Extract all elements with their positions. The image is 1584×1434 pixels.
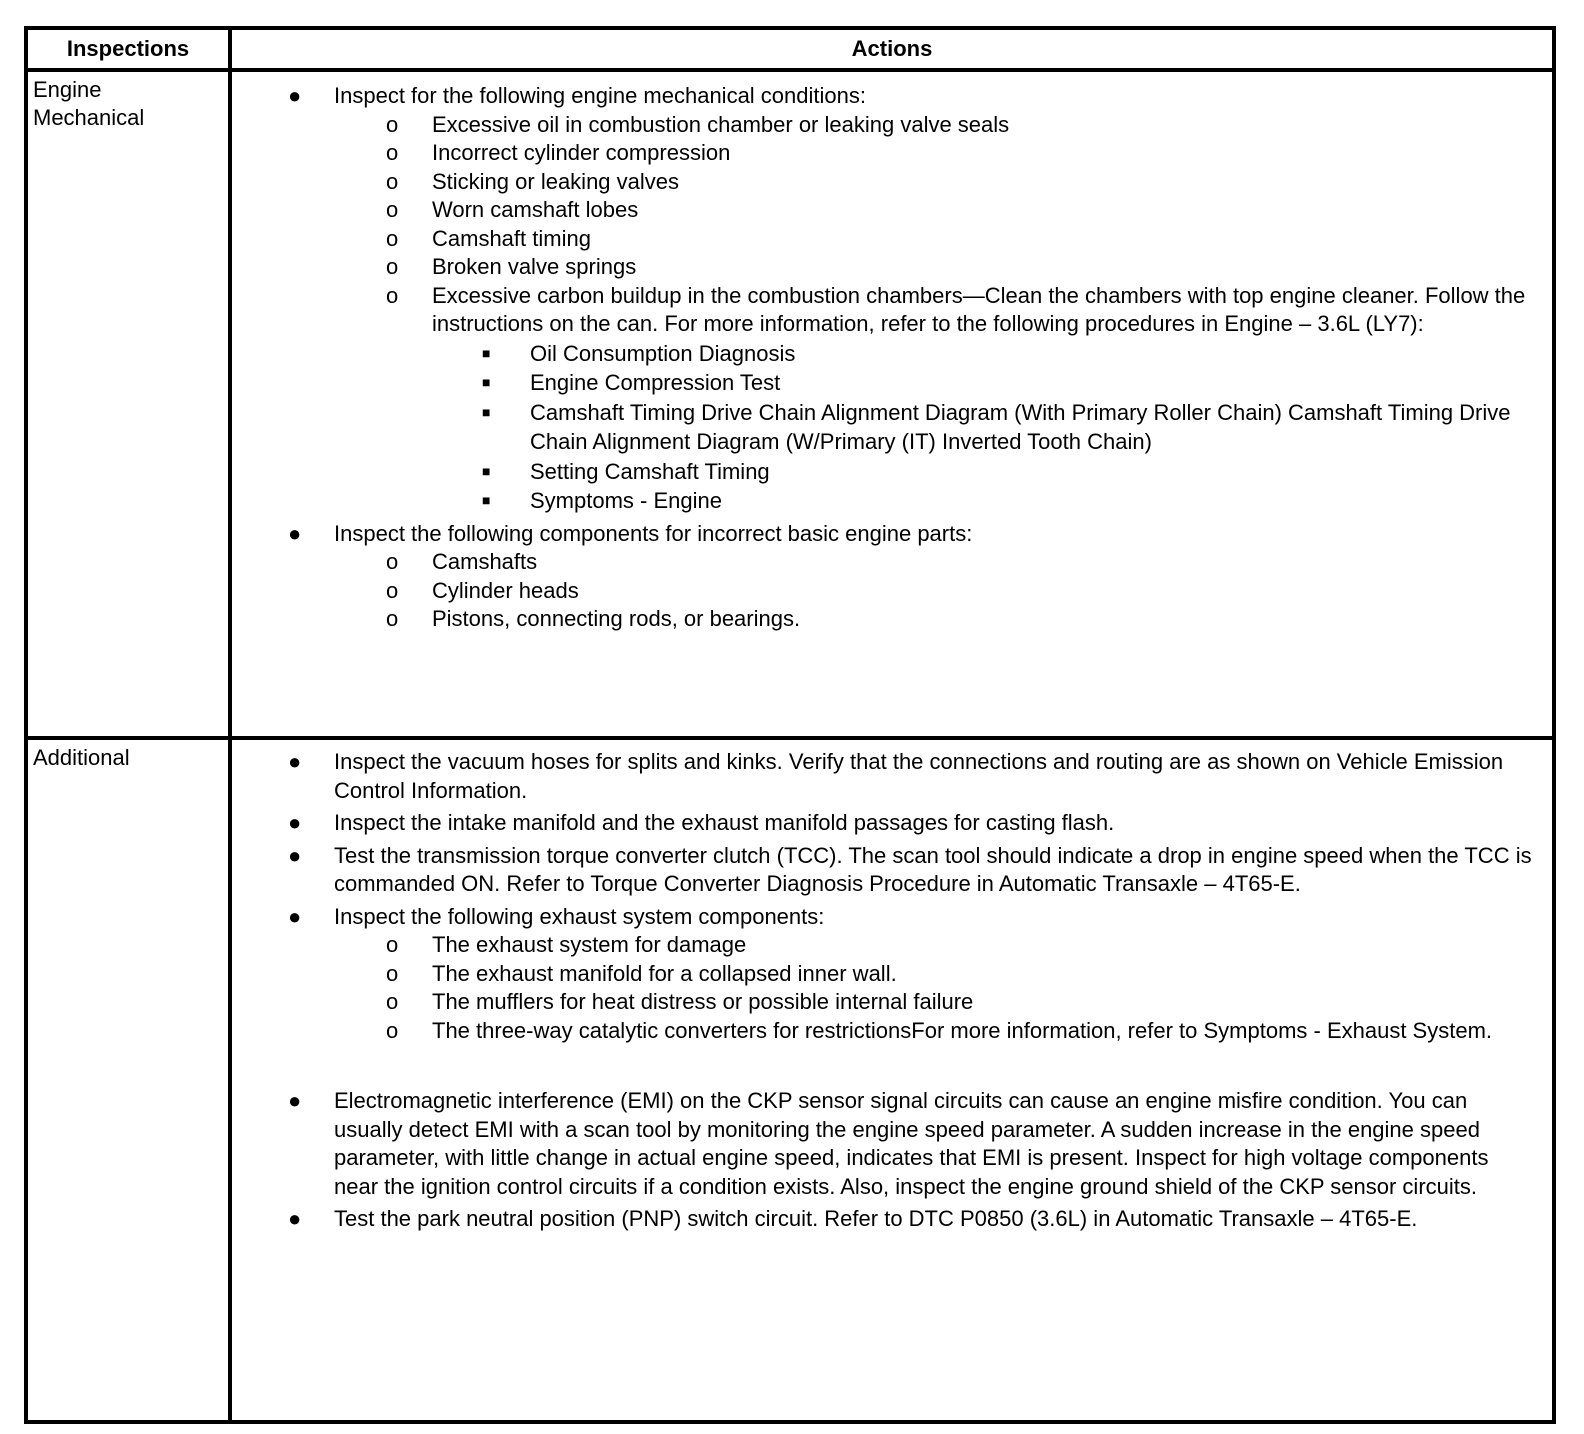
sub-list-item <box>334 960 1538 989</box>
square-bullet-icon: ■ <box>482 462 491 479</box>
circle-bullet-icon: o <box>386 197 399 222</box>
list-item <box>232 748 1538 805</box>
list-item-text: Electromagnetic interference (EMI) on the CKP sensor signal circuits can cause an engine misfire condition. You can usually detect EMI with a scan tool by monitoring the engine speed parameter. A sudden increase in the engine speed parameter, with little change in actual engine speed, indicates that EMI is present. Inspect for high voltage components near the ignition control circuits if a condition exists. Also, inspect the engine ground shield of the CKP sensor circuits. <box>334 1088 1489 1199</box>
list-item <box>232 1087 1538 1201</box>
procedure-text: Engine Compression Test <box>530 370 781 395</box>
list-item-text: Inspect the vacuum hoses for splits and kinks. Verify that the connections and routing are as shown on Vehicle Emission Control Information. <box>334 749 1504 803</box>
sub-list <box>334 111 1538 516</box>
sub-item-text: The exhaust manifold for a collapsed inner wall. <box>432 960 897 986</box>
square-bullet-icon: ■ <box>482 374 491 390</box>
actions-engine-mechanical <box>232 82 1538 634</box>
bullet-dot-icon: ● <box>288 520 302 546</box>
procedure-item <box>432 368 1538 398</box>
sub-list-item <box>334 988 1538 1017</box>
circle-bullet-icon: o <box>386 168 399 194</box>
bullet-list <box>232 82 1538 634</box>
sub-item-text: The mufflers for heat distress or possible internal failure <box>432 989 974 1014</box>
procedure-item <box>432 457 1538 487</box>
list-item-text: Test the transmission torque converter clutch (TCC). The scan tool should indicate a drop in engine speed when the TCC is commanded ON. Refer to Torque Converter Diagnosis Procedure in Automatic Transaxle – 4T65-E. <box>334 842 1532 896</box>
circle-bullet-icon: o <box>386 577 399 603</box>
inspection-table <box>24 26 1556 1424</box>
header-inspections: Inspections <box>66 36 190 61</box>
bullet-dot-icon: ● <box>288 810 302 835</box>
sub-list-item <box>334 225 1538 254</box>
list-item <box>232 1205 1538 1234</box>
list-item-text: Inspect the following components for incorrect basic engine parts: <box>334 520 973 546</box>
list-item <box>232 82 1538 516</box>
circle-bullet-icon: o <box>386 225 399 251</box>
square-bullet-icon: ■ <box>482 344 491 361</box>
procedure-item <box>432 398 1538 457</box>
circle-bullet-icon: o <box>386 989 399 1014</box>
procedure-text: Symptoms - Engine <box>530 488 722 513</box>
circle-bullet-icon: o <box>386 254 399 279</box>
sub-list-item <box>334 253 1538 282</box>
square-bullet-icon: ■ <box>482 492 491 508</box>
bullet-dot-icon: ● <box>288 842 302 868</box>
sub-list-item <box>334 139 1538 168</box>
list-item-text: Inspect the intake manifold and the exhaust manifold passages for casting flash. <box>334 810 1115 835</box>
header-divider <box>28 68 1552 72</box>
bullet-dot-icon: ● <box>288 1088 302 1113</box>
sub-item-text: Camshaft timing <box>432 225 591 251</box>
circle-bullet-icon: o <box>386 140 399 165</box>
sub-item-text: Camshafts <box>432 549 538 574</box>
procedure-text: Setting Camshaft Timing <box>530 458 770 484</box>
procedure-list <box>432 339 1538 516</box>
sub-item-text: Excessive carbon buildup in the combustion chambers—Clean the chambers with top engine cleaner. Follow the instructions on the can. For more information, refer to the following procedures in Engine – 3.6L (LY7): <box>432 282 1526 336</box>
list-item-text: Inspect for the following engine mechanical conditions: <box>334 83 866 108</box>
procedure-item <box>432 339 1538 369</box>
list-item <box>232 903 1538 1046</box>
sub-list-item <box>334 931 1538 960</box>
procedure-text: Oil Consumption Diagnosis <box>530 340 796 366</box>
procedure-item <box>432 486 1538 516</box>
list-item-text: Test the park neutral position (PNP) switch circuit. Refer to DTC P0850 (3.6L) in Automatic Transaxle – 4T65-E. <box>334 1206 1418 1231</box>
sub-item-text: Cylinder heads <box>432 577 579 603</box>
sub-item-text: Incorrect cylinder compression <box>432 140 731 165</box>
bullet-dot-icon: ● <box>288 749 302 774</box>
row-label-line: Additional <box>33 745 130 770</box>
row-label-line: Engine <box>33 77 102 102</box>
circle-bullet-icon: o <box>386 932 399 957</box>
circle-bullet-icon: o <box>386 1017 399 1043</box>
square-bullet-icon: ■ <box>482 403 491 420</box>
actions-additional <box>232 748 1538 1234</box>
list-item-text: Inspect the following exhaust system components: <box>334 903 825 929</box>
sub-list-item <box>334 605 1538 634</box>
list-item <box>232 520 1538 634</box>
row-label-line: Mechanical <box>33 105 145 130</box>
circle-bullet-icon: o <box>386 282 399 308</box>
sub-item-text: Pistons, connecting rods, or bearings. <box>432 606 801 631</box>
list-item <box>232 842 1538 899</box>
sub-list-item <box>334 282 1538 516</box>
sub-item-text: Excessive oil in combustion chamber or leaking valve seals <box>432 111 1010 137</box>
sub-item-text: The three-way catalytic converters for restrictionsFor more information, refer to Symptoms - Exhaust System. <box>432 1017 1493 1043</box>
row-divider <box>28 736 1552 740</box>
sub-list-item <box>334 1017 1538 1046</box>
bullet-list <box>232 748 1538 1234</box>
sub-list-item <box>334 196 1538 225</box>
bullet-dot-icon: ● <box>288 83 302 108</box>
circle-bullet-icon: o <box>386 549 399 574</box>
row-label-additional <box>33 744 223 772</box>
sub-list-item <box>334 111 1538 140</box>
sub-list-item <box>334 577 1538 606</box>
sub-list-item <box>334 548 1538 577</box>
sub-list-item <box>334 168 1538 197</box>
sub-item-text: The exhaust system for damage <box>432 932 747 957</box>
header-actions: Actions <box>851 36 933 61</box>
sub-list <box>334 548 1538 634</box>
sub-item-text: Worn camshaft lobes <box>432 197 639 222</box>
circle-bullet-icon: o <box>386 111 399 137</box>
bullet-dot-icon: ● <box>288 1206 302 1231</box>
sub-list <box>334 931 1538 1045</box>
bullet-dot-icon: ● <box>288 903 302 929</box>
sub-item-text: Sticking or leaking valves <box>432 168 680 194</box>
sub-item-text: Broken valve springs <box>432 254 637 279</box>
list-item <box>232 809 1538 838</box>
circle-bullet-icon: o <box>386 960 399 986</box>
circle-bullet-icon: o <box>386 606 399 631</box>
procedure-text: Camshaft Timing Drive Chain Alignment Diagram (With Primary Roller Chain) Camshaft Timing Drive Chain Alignment Diagram (W/Primary (IT) Inverted Tooth Chain) <box>530 399 1511 454</box>
row-label-engine-mechanical <box>33 76 223 132</box>
